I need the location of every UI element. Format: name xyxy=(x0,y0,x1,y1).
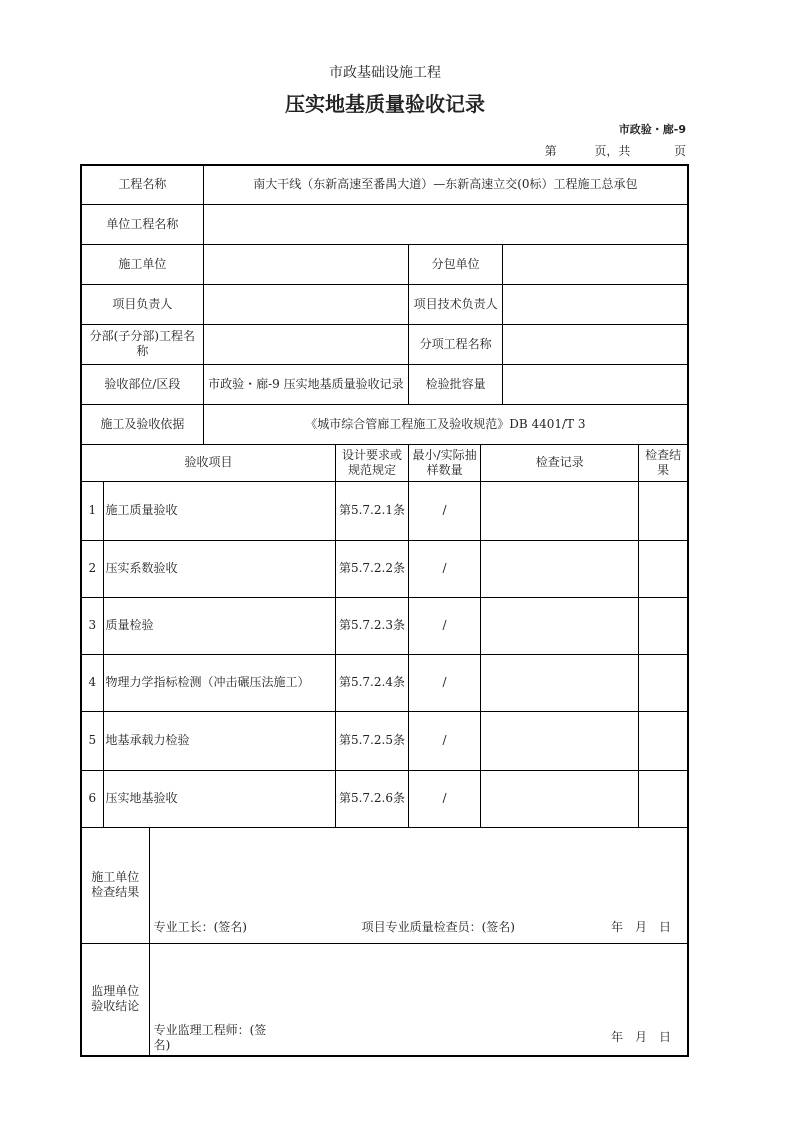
basis-label: 施工及验收依据 xyxy=(81,404,203,444)
row-record[interactable] xyxy=(481,770,639,827)
location-label: 验收部位/区段 xyxy=(81,364,203,404)
row-item: 物理力学指标检测（冲击碾压法施工） xyxy=(103,654,335,711)
table-row xyxy=(81,597,688,654)
row-clause: 第5.7.2.1条 xyxy=(335,481,408,540)
row-result[interactable] xyxy=(639,654,688,711)
supervisor-date: 年 月 日 xyxy=(610,1030,671,1044)
supervisor-check-label: 监理单位验收结论 xyxy=(81,943,149,1056)
row-item: 压实系数验收 xyxy=(103,540,335,597)
row-record[interactable] xyxy=(481,711,639,770)
header-record: 检查记录 xyxy=(481,444,639,481)
basis-value[interactable]: 《城市综合管廊工程施工及验收规范》DB 4401/T 3 xyxy=(203,404,688,444)
row-clause: 第5.7.2.3条 xyxy=(335,597,408,654)
subitem-value[interactable] xyxy=(503,324,688,364)
row-number: 2 xyxy=(81,540,103,597)
pm-value[interactable] xyxy=(203,284,408,324)
row-clause: 第5.7.2.6条 xyxy=(335,770,408,827)
contractor-date: 年 月 日 xyxy=(610,919,671,934)
project-name-label: 工程名称 xyxy=(81,165,203,204)
subitem-label: 分项工程名称 xyxy=(409,324,503,364)
page-label-di: 第 xyxy=(544,144,557,158)
row-record[interactable] xyxy=(481,540,639,597)
foreman-signature: 专业工长：(签名) xyxy=(153,919,247,934)
unit-project-label: 单位工程名称 xyxy=(81,204,203,244)
contractor-check-label: 施工单位检查结果 xyxy=(81,827,149,943)
table-row xyxy=(81,654,688,711)
header-design: 设计要求或规范规定 xyxy=(335,444,408,481)
row-record[interactable] xyxy=(481,481,639,540)
document-subtitle: 市政基础设施工程 xyxy=(329,65,441,81)
row-record[interactable] xyxy=(481,597,639,654)
row-sample[interactable]: / xyxy=(409,481,481,540)
row-supervisor-check xyxy=(81,943,688,1056)
engineer-signature: 专业监理工程师：(签名) xyxy=(153,1023,267,1052)
row-record[interactable] xyxy=(481,654,639,711)
table-row xyxy=(81,711,688,770)
row-contractor-check xyxy=(81,827,688,943)
header-item: 验收项目 xyxy=(81,444,335,481)
subcontractor-label: 分包单位 xyxy=(409,244,503,284)
row-sample[interactable]: / xyxy=(409,540,481,597)
row-result[interactable] xyxy=(639,770,688,827)
row-sample[interactable]: / xyxy=(409,711,481,770)
row-item: 地基承载力检验 xyxy=(103,711,335,770)
row-result[interactable] xyxy=(639,481,688,540)
row-result[interactable] xyxy=(639,597,688,654)
row-division xyxy=(81,324,688,364)
page-label-ye: 页 xyxy=(673,144,686,158)
batch-value[interactable] xyxy=(503,364,688,404)
unit-project-value[interactable] xyxy=(203,204,688,244)
row-result[interactable] xyxy=(639,711,688,770)
tech-lead-value[interactable] xyxy=(503,284,688,324)
row-result[interactable] xyxy=(639,540,688,597)
header-result: 检查结果 xyxy=(639,444,688,481)
subcontractor-value[interactable] xyxy=(503,244,688,284)
contractor-label: 施工单位 xyxy=(81,244,203,284)
row-number: 3 xyxy=(81,597,103,654)
row-number: 5 xyxy=(81,711,103,770)
row-clause: 第5.7.2.5条 xyxy=(335,711,408,770)
form-code: 市政验・廊-9 xyxy=(618,123,686,136)
pm-label: 项目负责人 xyxy=(81,284,203,324)
row-item: 施工质量验收 xyxy=(103,481,335,540)
tech-lead-label: 项目技术负责人 xyxy=(409,284,503,324)
row-location xyxy=(81,364,688,404)
row-project-name xyxy=(81,165,688,204)
batch-label: 检验批容量 xyxy=(409,364,503,404)
header-sample: 最小/实际抽样数量 xyxy=(409,444,481,481)
page-info xyxy=(545,142,686,159)
contractor-value[interactable] xyxy=(203,244,408,284)
row-managers xyxy=(81,284,688,324)
row-number: 6 xyxy=(81,770,103,827)
row-sample[interactable]: / xyxy=(409,597,481,654)
row-clause: 第5.7.2.2条 xyxy=(335,540,408,597)
inspector-signature: 项目专业质量检查员：(签名) xyxy=(361,919,515,934)
contractor-check-area[interactable] xyxy=(149,827,688,943)
row-sample[interactable]: / xyxy=(409,654,481,711)
table-row xyxy=(81,770,688,827)
row-contractor xyxy=(81,244,688,284)
division-label: 分部(子分部)工程名称 xyxy=(81,324,203,364)
row-basis xyxy=(81,404,688,444)
row-clause: 第5.7.2.4条 xyxy=(335,654,408,711)
location-value[interactable]: 市政验・廊-9 压实地基质量验收记录 xyxy=(203,364,408,404)
row-number: 1 xyxy=(81,481,103,540)
table-row xyxy=(81,540,688,597)
row-item: 压实地基验收 xyxy=(103,770,335,827)
document-title: 压实地基质量验收记录 xyxy=(285,92,485,116)
supervisor-check-area[interactable] xyxy=(149,943,688,1056)
page-label-ye-gong: 页，共 xyxy=(594,144,631,158)
row-item: 质量检验 xyxy=(103,597,335,654)
acceptance-form-table xyxy=(80,164,689,1057)
row-number: 4 xyxy=(81,654,103,711)
project-name-value[interactable]: 南大干线（东新高速至番禺大道）—东新高速立交(0标）工程施工总承包 xyxy=(203,165,688,204)
row-table-header xyxy=(81,444,688,481)
division-value[interactable] xyxy=(203,324,408,364)
table-row xyxy=(81,481,688,540)
row-sample[interactable]: / xyxy=(409,770,481,827)
row-unit-project xyxy=(81,204,688,244)
